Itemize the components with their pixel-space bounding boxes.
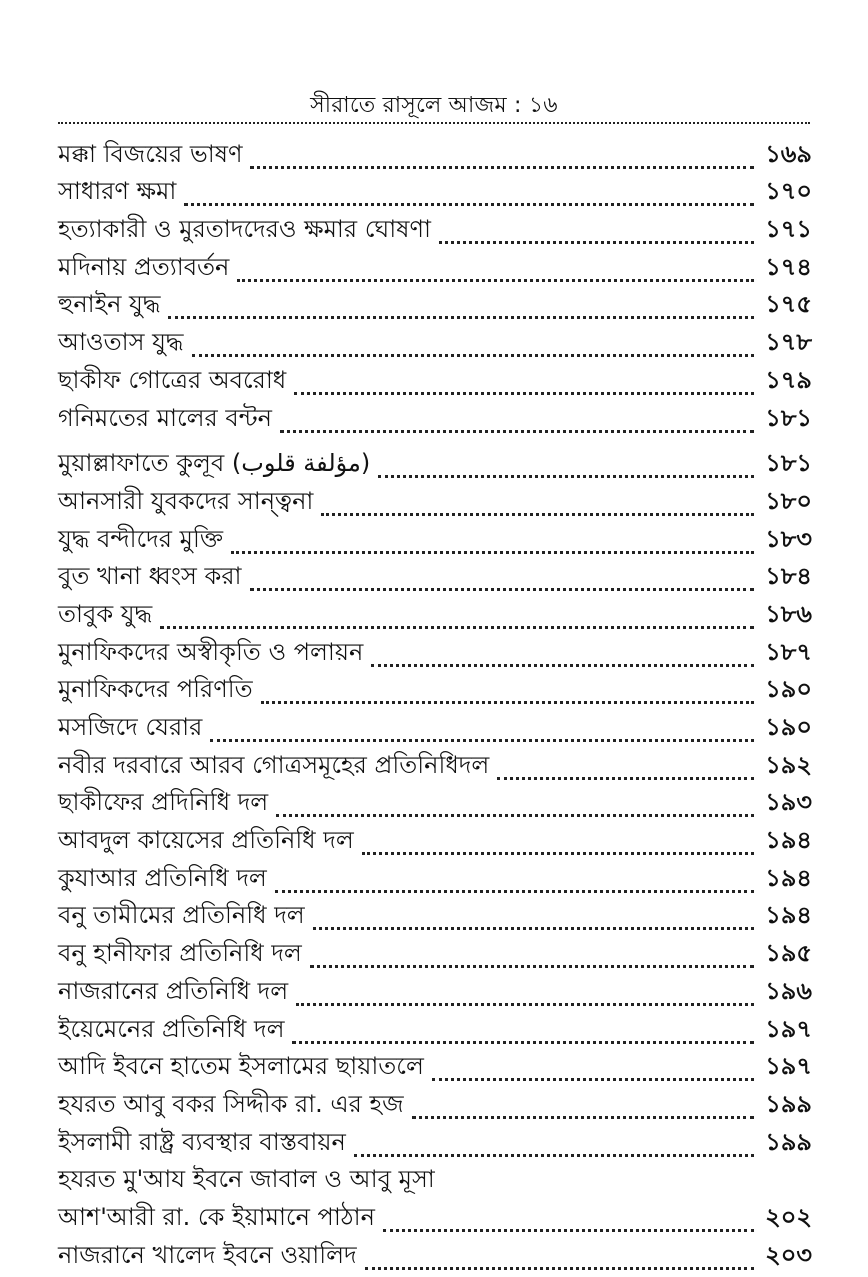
toc-entry-title: হত্যাকারী ও মুরতাদদেরও ক্ষমার ঘোষণা	[58, 215, 431, 244]
dot-leader	[365, 1267, 754, 1270]
dot-leader	[354, 1154, 754, 1157]
toc-entry-title: বনু হানীফার প্রতিনিধি দল	[58, 939, 302, 968]
dot-leader	[276, 814, 754, 817]
dot-leader	[412, 1116, 754, 1119]
toc-entry-page-number: ১৯৭	[765, 1014, 812, 1043]
toc-entry	[58, 138, 812, 176]
toc-entry-title: বুত খানা ধ্বংস করা	[58, 562, 242, 591]
dot-leader	[321, 513, 754, 516]
toc-entry-page-number: ১৮১	[765, 449, 812, 478]
dot-leader	[210, 739, 754, 742]
toc-entry-page-number: ১৭৪	[765, 252, 812, 281]
toc-entry-title: ইসলামী রাষ্ট্র ব্যবস্থার বাস্তবায়ন	[58, 1127, 346, 1156]
toc-entry-page-number: ১৯৯	[765, 1089, 812, 1118]
dot-leader	[432, 1078, 754, 1081]
toc-entry-title: নবীর দরবারে আরব গোত্রসমূহের প্রতিনিধিদল	[58, 750, 490, 779]
dot-leader	[362, 852, 754, 855]
toc-entry	[58, 598, 812, 636]
dot-leader	[313, 927, 754, 930]
dot-leader	[296, 1003, 754, 1006]
dot-leader	[310, 965, 754, 968]
toc-entry	[58, 523, 812, 561]
toc-entry-title: মুয়াল্লাফাতে কুলূব (مؤلفة قلوب)	[58, 449, 371, 478]
toc-entry-title: মুনাফিকদের অস্বীকৃতি ও পলায়ন	[58, 637, 364, 666]
toc-entry-page-number: ১৬৯	[765, 139, 812, 168]
toc-entry-title: হযরত আবু বকর সিদ্দীক রা. এর হজ	[58, 1089, 404, 1118]
toc-entry-page-number: ১৮৪	[765, 562, 812, 591]
toc-entry-page-number: ১৯৭	[765, 1052, 812, 1081]
toc-entry-page-number: ১৯৬	[765, 976, 812, 1005]
dot-leader	[250, 166, 754, 169]
toc-entry	[58, 636, 812, 674]
toc-entry	[58, 485, 812, 523]
toc-entry	[58, 862, 812, 900]
toc-entry-page-number: ১৯৪	[765, 901, 812, 930]
toc-entry-title: ছাকীফের প্রদিনিধি দল	[58, 788, 269, 817]
toc-entry	[58, 289, 812, 327]
toc-entry-page-number: ১৮০	[765, 486, 812, 515]
dot-leader	[378, 475, 754, 478]
toc-entry-title: মুনাফিকদের পরিণতি	[58, 675, 253, 704]
toc-entry-page-number: ২০২	[765, 1202, 812, 1231]
toc-entry-page-number: ১৯৯	[765, 1127, 812, 1156]
toc-entry	[58, 711, 812, 749]
dot-leader	[439, 241, 754, 244]
toc-entry-title: ইয়েমেনের প্রতিনিধি দল	[58, 1014, 285, 1043]
toc-entry-page-number: ১৯০	[765, 713, 812, 741]
table-of-contents	[58, 138, 812, 1277]
dot-leader	[250, 588, 755, 591]
dot-leader	[160, 626, 754, 629]
toc-entry	[58, 448, 812, 486]
toc-entry	[58, 824, 812, 862]
dot-leader	[275, 890, 754, 893]
dot-leader	[231, 551, 754, 554]
toc-entry-page-number: ১৯৪	[765, 863, 812, 892]
toc-entry-page-number: ১৯৫	[765, 939, 812, 968]
toc-entry-title: গনিমতের মালের বন্টন	[58, 403, 272, 432]
toc-entry-page-number: ১৯৪	[765, 826, 812, 855]
toc-entry-title: যুদ্ধ বন্দীদের মুক্তি	[58, 524, 224, 553]
toc-entry-title: মক্কা বিজয়ের ভাষণ	[58, 139, 243, 168]
dot-leader	[168, 316, 754, 319]
toc-entry-page-number: ১৭৫	[765, 290, 812, 319]
toc-entry-page-number: ১৮৩	[765, 524, 812, 553]
toc-entry-title: তাবুক যুদ্ধ	[58, 599, 153, 628]
toc-entry	[58, 364, 812, 402]
toc-entry-title: বনু তামীমের প্রতিনিধি দল	[58, 901, 305, 930]
toc-entry	[58, 326, 812, 364]
toc-entry	[58, 251, 812, 289]
dot-leader	[292, 1041, 754, 1044]
toc-entry	[58, 1013, 812, 1051]
toc-entry-page-number: ১৭০	[765, 177, 812, 206]
dot-leader	[261, 701, 754, 704]
toc-entry-title: মসজিদে যেরার	[58, 713, 203, 741]
toc-entry	[58, 749, 812, 787]
toc-entry-title: আদি ইবনে হাতেম ইসলামের ছায়াতলে	[58, 1052, 424, 1081]
toc-entry	[58, 900, 812, 938]
toc-entry	[58, 937, 812, 975]
toc-entry-title: আনসারী যুবকদের সান্ত্বনা	[58, 486, 314, 515]
toc-entry	[58, 176, 812, 214]
dot-leader	[184, 203, 754, 206]
toc-entry-title: আশ'আরী রা. কে ইয়ামানে পাঠান	[58, 1202, 375, 1231]
dot-leader	[371, 664, 754, 667]
toc-entry-page-number: ১৭৯	[765, 365, 812, 394]
dot-leader	[280, 430, 754, 433]
toc-entry	[58, 402, 812, 440]
toc-entry-title: আবদুল কায়েসের প্রতিনিধি দল	[58, 826, 354, 855]
toc-entry-title: নাজরানে খালেদ ইবনে ওয়ালিদ	[58, 1240, 357, 1269]
toc-entry	[58, 1164, 812, 1202]
toc-entry-page-number: ১৭১	[765, 215, 812, 244]
toc-entry-title: ছাকীফ গোত্রের অবরোধ	[58, 365, 287, 394]
toc-entry-page-number: ১৭৮	[765, 328, 812, 357]
toc-entry-page-number: ১৮৭	[765, 637, 812, 666]
toc-entry	[58, 561, 812, 599]
running-header: সীরাতে রাসূলে আজম : ১৬	[310, 93, 558, 118]
toc-entry	[58, 1239, 812, 1277]
toc-entry	[58, 1201, 812, 1239]
dot-leader	[294, 392, 754, 395]
toc-entry	[58, 213, 812, 251]
toc-entry	[58, 1088, 812, 1126]
toc-entry-title: আওতাস যুদ্ধ	[58, 328, 184, 357]
toc-entry	[58, 975, 812, 1013]
toc-entry-page-number: ২০৩	[765, 1240, 812, 1269]
toc-entry-page-number: ১৯০	[765, 675, 812, 704]
dot-leader	[383, 1229, 754, 1232]
dot-leader	[192, 354, 754, 357]
toc-entry	[58, 674, 812, 712]
toc-entry-page-number: ১৮৬	[765, 599, 812, 628]
dot-leader	[497, 777, 754, 780]
toc-entry-page-number: ১৯৩	[765, 788, 812, 817]
toc-entry-title: নাজরানের প্রতিনিধি দল	[58, 976, 289, 1005]
toc-entry-title: সাধারণ ক্ষমা	[58, 177, 177, 206]
toc-entry	[58, 1051, 812, 1089]
header-dotted-rule	[58, 122, 810, 124]
toc-entry-title: মদিনায় প্রত্যাবর্তন	[58, 252, 230, 281]
toc-entry-page-number: ১৯২	[765, 750, 812, 779]
toc-entry-page-number: ১৮১	[765, 403, 812, 432]
toc-entry-title: হযরত মু'আয ইবনে জাবাল ও আবু মূসা	[58, 1165, 435, 1194]
toc-entry	[58, 787, 812, 825]
dot-leader	[237, 279, 754, 282]
toc-entry-title: কুযাআর প্রতিনিধি দল	[58, 863, 267, 892]
toc-entry-title: হুনাইন যুদ্ধ	[58, 290, 161, 319]
toc-entry	[58, 1126, 812, 1164]
